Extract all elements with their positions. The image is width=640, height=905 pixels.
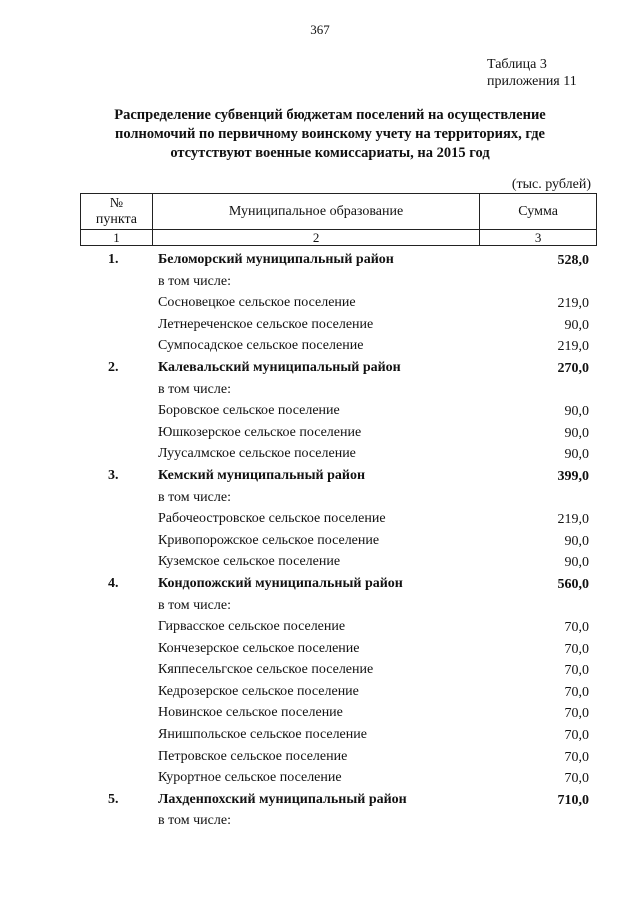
district-row <box>0 466 640 488</box>
settlement-row <box>0 747 640 769</box>
row-sum: 70,0 <box>564 663 589 679</box>
row-sum: 90,0 <box>564 555 589 571</box>
units-label: (тыс. рублей) <box>511 177 591 192</box>
row-sum: 560,0 <box>557 576 589 592</box>
header-col-number-part: пункта <box>95 211 137 227</box>
settlement-row <box>0 315 640 337</box>
row-sum: 219,0 <box>557 296 589 312</box>
settlement-row <box>0 293 640 315</box>
row-sum: 90,0 <box>564 533 589 549</box>
settlement-row <box>0 552 640 574</box>
row-sum: 219,0 <box>557 512 589 528</box>
settlement-row <box>0 682 640 704</box>
row-sum: 70,0 <box>564 771 589 787</box>
row-num: 2. <box>108 359 119 375</box>
settlement-row <box>0 660 640 682</box>
row-sum: 399,0 <box>557 468 589 484</box>
row-name: Рабочеостровское сельское поселение <box>158 511 386 527</box>
row-name: Кемский муниципальный район <box>158 467 366 483</box>
table-reference <box>487 56 577 90</box>
row-name: в том числе: <box>158 597 231 613</box>
row-num: 5. <box>108 791 119 807</box>
settlement-row <box>0 768 640 790</box>
row-name: Кондопожский муниципальный район <box>158 575 403 591</box>
row-name: Калевальский муниципальный район <box>158 359 401 375</box>
district-row <box>0 790 640 812</box>
header-num-3: 3 <box>480 230 597 246</box>
row-name: Кривопорожское сельское поселение <box>158 532 380 548</box>
header-col-number-part: № <box>109 195 124 211</box>
header-num-1: 1 <box>81 230 153 246</box>
row-name: Янишпольское сельское поселение <box>158 727 367 743</box>
settlement-row <box>0 509 640 531</box>
district-row <box>0 574 640 596</box>
settlement-row <box>0 617 640 639</box>
row-num: 1. <box>108 252 119 267</box>
row-num: 3. <box>108 467 119 483</box>
row-sum: 90,0 <box>564 317 589 333</box>
row-sum: 270,0 <box>557 360 589 376</box>
subheading-row <box>0 488 640 510</box>
row-sum: 90,0 <box>564 425 589 441</box>
row-sum: 90,0 <box>564 447 589 463</box>
header-num-2: 2 <box>152 230 479 246</box>
subheading-row <box>0 272 640 294</box>
row-sum: 70,0 <box>564 620 589 636</box>
settlement-row <box>0 703 640 725</box>
row-sum: 70,0 <box>564 749 589 765</box>
row-name: Боровское сельское поселение <box>158 403 340 419</box>
row-name: Кяппесельгское сельское поселение <box>158 662 374 678</box>
table-ref-line1: Таблица 3 <box>487 57 547 72</box>
row-name: Сосновецкое сельское поселение <box>158 295 356 311</box>
row-name: Гирвасское сельское поселение <box>158 619 346 635</box>
subheading-row <box>0 380 640 402</box>
row-sum: 90,0 <box>564 404 589 420</box>
settlement-row <box>0 423 640 445</box>
subheading-row <box>0 811 640 833</box>
row-name: Сумпосадское сельское поселение <box>158 338 364 354</box>
row-sum: 219,0 <box>557 339 589 355</box>
header-col-name: Муниципальное образование <box>152 194 479 230</box>
district-row <box>0 250 640 272</box>
row-name: в том числе: <box>158 381 231 397</box>
row-name: Куземское сельское поселение <box>158 554 341 570</box>
settlement-row <box>0 444 640 466</box>
row-name: Новинское сельское поселение <box>158 705 343 721</box>
row-sum: 710,0 <box>557 792 589 808</box>
row-name: Лахденпохский муниципальный район <box>158 791 407 807</box>
row-name: Кедрозерское сельское поселение <box>158 683 359 699</box>
subheading-row <box>0 596 640 618</box>
row-name: в том числе: <box>158 273 231 289</box>
header-col-sum: Сумма <box>480 194 597 230</box>
settlement-row <box>0 531 640 553</box>
row-name: Летнереченское сельское поселение <box>158 316 374 332</box>
row-name: Беломорский муниципальный район <box>158 252 394 267</box>
document-title: Распределение субвенций бюджетам поселений на осуществление полномочий по первичному воинскому учету на территориях, где отсутствуют военные комиссариаты, на 2015 год <box>114 107 546 161</box>
row-num: 4. <box>108 575 119 591</box>
settlement-row <box>0 401 640 423</box>
row-name: Петровское сельское поселение <box>158 748 348 764</box>
table-header <box>80 193 597 246</box>
row-sum: 70,0 <box>564 641 589 657</box>
row-name: в том числе: <box>158 489 231 505</box>
district-row <box>0 358 640 380</box>
settlement-row <box>0 336 640 358</box>
row-sum: 70,0 <box>564 728 589 744</box>
row-name: Луусалмское сельское поселение <box>158 446 356 462</box>
settlement-row <box>0 639 640 661</box>
row-name: Юшкозерское сельское поселение <box>158 424 362 440</box>
row-sum: 528,0 <box>557 253 589 268</box>
settlement-row <box>0 725 640 747</box>
table-body <box>0 250 640 833</box>
header-col-number <box>81 194 153 230</box>
table-ref-line2: приложения 11 <box>487 74 577 89</box>
row-name: Курортное сельское поселение <box>158 770 342 786</box>
row-name: в том числе: <box>158 813 231 829</box>
row-sum: 70,0 <box>564 684 589 700</box>
page-number: 367 <box>310 22 330 37</box>
row-sum: 70,0 <box>564 706 589 722</box>
row-name: Кончезерское сельское поселение <box>158 640 360 656</box>
